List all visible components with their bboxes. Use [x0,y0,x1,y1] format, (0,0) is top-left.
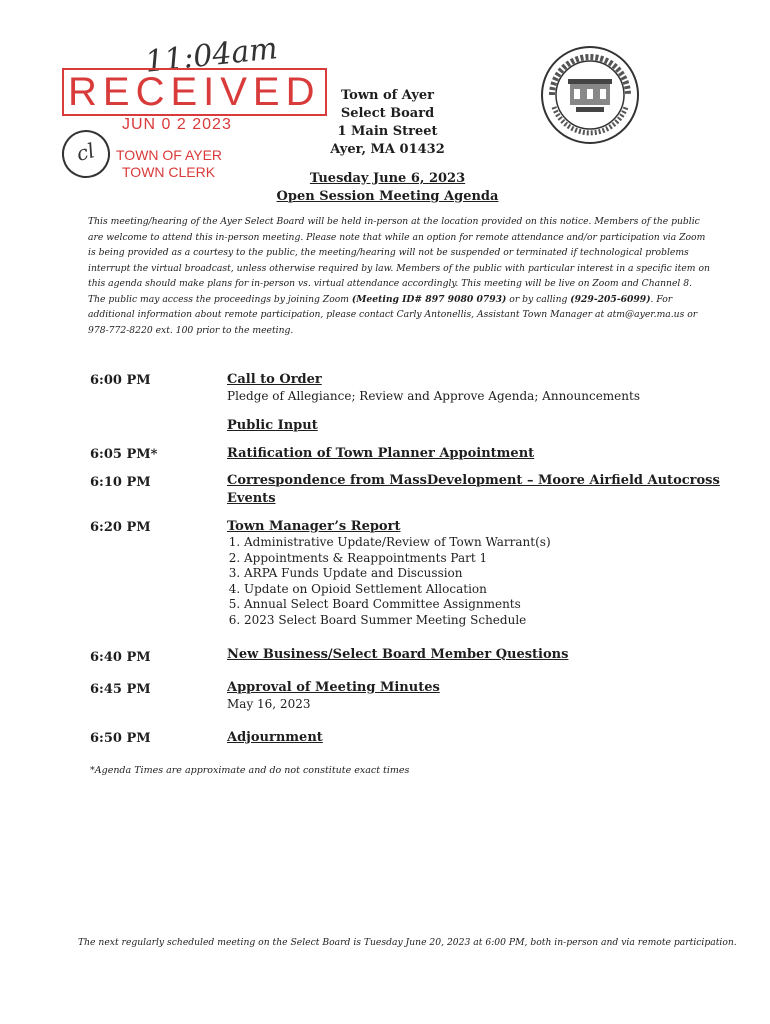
town-name: Town of Ayer [340,88,435,103]
ratification-item: Ratification of Town Planner Appointment [227,446,535,461]
street-address: 1 Main Street [337,124,438,139]
report-list [227,535,551,628]
list-item: 1. Administrative Update/Review of Town Warrant(s) [244,535,551,551]
clerk-initials: cl [57,125,116,184]
stamp-town [116,147,222,181]
town-manager-report: Town Manager’s Report [227,519,401,534]
town-seal-logo [540,45,640,145]
public-input: Public Input [227,418,318,433]
city-address: Ayer, MA 01432 [330,142,445,157]
call-to-order-details: Pledge of Allegiance; Review and Approve Agenda; Announcements [227,389,640,403]
time-6-40: 6:40 PM [90,650,151,665]
time-6-05: 6:05 PM* [90,447,158,462]
notice-text-b: or by calling [506,293,571,305]
time-6-45: 6:45 PM [90,682,151,697]
list-item: 4. Update on Opioid Settlement Allocation [244,582,551,598]
new-business-item: New Business/Select Board Member Questions [227,647,569,662]
received-stamp-text: RECEIVED [62,68,327,116]
stamp-date: JUN 0 2 2023 [122,116,232,133]
approval-minutes-item: Approval of Meeting Minutes [227,680,440,695]
time-6-50: 6:50 PM [90,731,151,746]
correspondence-item-cont: Events [227,491,276,506]
stamp-town-line2: TOWN CLERK [122,164,216,180]
meeting-date: Tuesday June 6, 2023 [309,171,466,186]
time-6-10: 6:10 PM [90,475,151,490]
handwritten-time: 11:04am [143,31,280,80]
stamp-town-line1: TOWN OF AYER [116,147,223,163]
list-item: 3. ARPA Funds Update and Discussion [244,566,551,582]
letterhead [300,87,475,159]
list-item: 5. Annual Select Board Committee Assignments [244,597,551,613]
received-stamp [62,68,327,116]
board-name: Select Board [340,106,435,121]
minutes-date: May 16, 2023 [227,697,311,711]
meeting-notice [88,214,712,338]
list-item: 2. Appointments & Reappointments Part 1 [244,551,551,567]
notice-text-a: This meeting/hearing of the Ayer Select Board will be held in-person at the location provided on this notice. Members of the public are welcome to attend this in-person meeting. Please note that while an option for remote attendance and/or participation via Zoom is being provided as a courtesy to the public, the meeting/hearing will not be suspended or terminated if technological problems interrupt the virtual broadcast, unless otherwise required by law. Members of the public with particular interest in a specific item on this agenda should make plans for in-person vs. virtual attendance accordingly. This meeting will be live on Zoom and Channel 8. The public may access the proceedings by joining Zoom [88,216,710,305]
adjournment-item: Adjournment [227,730,323,745]
notice-phone: (929-205-6099) [570,293,651,305]
correspondence-item: Correspondence from MassDevelopment – Moore Airfield Autocross [227,473,720,488]
list-item: 6. 2023 Select Board Summer Meeting Schedule [244,613,551,629]
notice-text-c: . For additional information about remote participation, please contact Carly Antonellis, Assistant Town Manager at atm@ayer.ma.us or 978-772-8220 ext. 100 prior to the meeting. [88,293,698,336]
agenda-title: Open Session Meeting Agenda [276,189,499,204]
time-6-20: 6:20 PM [90,520,151,535]
agenda-footnote: *Agenda Times are approximate and do not constitute exact times [90,765,410,776]
notice-zoom-id: (Meeting ID# 897 9080 0793) [351,293,507,305]
time-6-00: 6:00 PM [90,373,151,388]
call-to-order: Call to Order [227,372,322,387]
next-meeting-note: The next regularly scheduled meeting on the Select Board is Tuesday June 20, 2023 at 6:00 PM, both in-person and via remote participation. [78,937,737,948]
